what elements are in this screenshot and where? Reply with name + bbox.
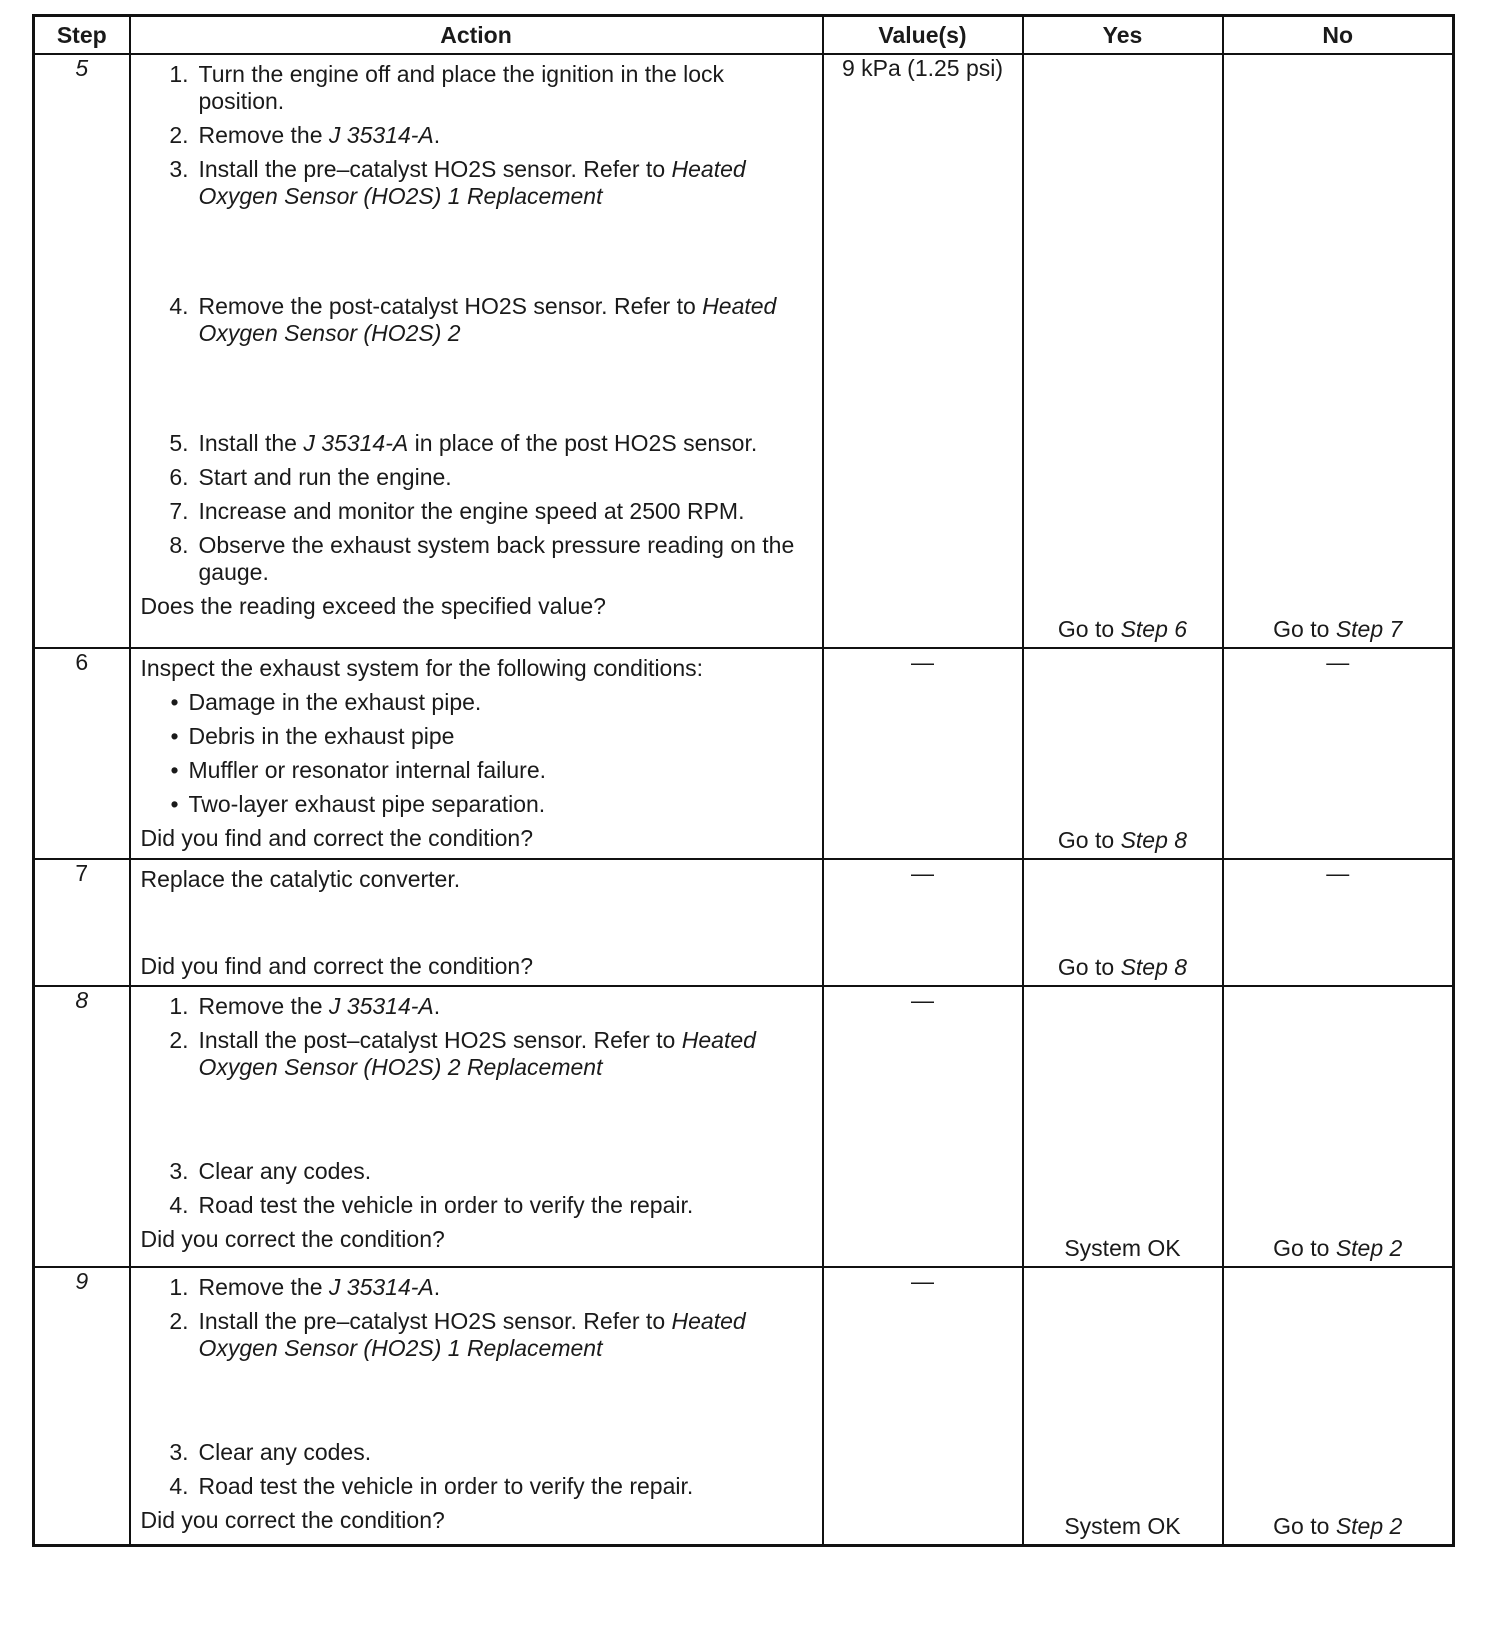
step-number: 5 bbox=[34, 54, 130, 648]
procedure-reference: Heated Oxygen Sensor (HO2S) 2 bbox=[198, 293, 777, 346]
tool-reference: J 35314-A bbox=[328, 993, 434, 1019]
value-cell: — bbox=[823, 986, 1023, 1267]
header-action: Action bbox=[130, 16, 823, 55]
yes-result: Go to Step 8 bbox=[1057, 954, 1188, 980]
bullet-item: • Two-layer exhaust pipe separation. bbox=[170, 791, 546, 817]
tool-reference: J 35314-A bbox=[328, 1274, 434, 1300]
no-cell bbox=[1223, 54, 1454, 648]
yes-result: Go to Step 6 bbox=[1057, 616, 1188, 642]
action-cell bbox=[130, 986, 823, 1267]
table-row-step-5 bbox=[34, 54, 1454, 648]
yes-cell bbox=[1023, 54, 1223, 648]
step-number: 9 bbox=[34, 1267, 130, 1545]
list-item: 2. Remove the J 35314-A. bbox=[169, 122, 441, 148]
no-cell bbox=[1223, 986, 1454, 1267]
yes-cell bbox=[1023, 1267, 1223, 1545]
yes-result: Go to Step 8 bbox=[1057, 827, 1188, 853]
procedure-reference: Heated Oxygen Sensor (HO2S) 2 Replacement bbox=[198, 1027, 756, 1080]
procedure-reference: Heated Oxygen Sensor (HO2S) 1 Replacement bbox=[198, 156, 746, 209]
no-result: Go to Step 7 bbox=[1273, 616, 1403, 642]
list-item: 3. Clear any codes. bbox=[169, 1439, 372, 1465]
intro-text: Inspect the exhaust system for the following conditions: bbox=[140, 655, 704, 681]
yes-cell bbox=[1023, 986, 1223, 1267]
bullet-item: • Debris in the exhaust pipe bbox=[170, 723, 455, 749]
bullet-item: • Muffler or resonator internal failure. bbox=[170, 757, 547, 783]
question-text: Did you correct the condition? bbox=[140, 1226, 445, 1252]
value-cell: — bbox=[823, 1267, 1023, 1545]
question-text: Did you find and correct the condition? bbox=[140, 825, 534, 851]
question-text: Does the reading exceed the specified value? bbox=[140, 593, 606, 619]
no-result: Go to Step 2 bbox=[1273, 1512, 1403, 1539]
no-cell: — bbox=[1223, 648, 1454, 859]
table-row-step-6 bbox=[34, 648, 1454, 859]
list-item: 4. Road test the vehicle in order to verify the repair. bbox=[169, 1192, 694, 1218]
diagnostic-table bbox=[32, 14, 1455, 1547]
step-number: 6 bbox=[34, 648, 130, 859]
no-cell bbox=[1223, 1267, 1454, 1545]
value-cell: 9 kPa (1.25 psi) bbox=[823, 54, 1023, 648]
procedure-reference: Heated Oxygen Sensor (HO2S) 1 Replacement bbox=[198, 1308, 746, 1361]
no-cell: — bbox=[1223, 859, 1454, 986]
tool-reference: J 35314-A bbox=[303, 430, 409, 456]
list-item: 1. Turn the engine off and place the ignition in the lock position. bbox=[169, 61, 725, 114]
intro-text: Replace the catalytic converter. bbox=[140, 866, 461, 892]
value-cell: — bbox=[823, 648, 1023, 859]
header-values: Value(s) bbox=[823, 16, 1023, 55]
no-result: Go to Step 2 bbox=[1273, 1235, 1403, 1261]
list-item: 4. Road test the vehicle in order to verify the repair. bbox=[169, 1473, 694, 1499]
action-cell bbox=[130, 648, 823, 859]
list-item: 2. Install the post–catalyst HO2S sensor. Refer to Heated Oxygen Sensor (HO2S) 2 Replacement bbox=[169, 1027, 756, 1080]
list-item: 3. Install the pre–catalyst HO2S sensor. Refer to Heated Oxygen Sensor (HO2S) 1 Replacement bbox=[169, 156, 746, 209]
list-item: 1. Remove the J 35314-A. bbox=[169, 1274, 441, 1300]
header-yes: Yes bbox=[1023, 16, 1223, 55]
value-cell: — bbox=[823, 859, 1023, 986]
action-cell bbox=[130, 859, 823, 986]
table-row-step-7 bbox=[34, 859, 1454, 986]
list-item: 4. Remove the post-catalyst HO2S sensor. Refer to Heated Oxygen Sensor (HO2S) 2 bbox=[169, 293, 777, 346]
list-item: 7. Increase and monitor the engine speed at 2500 RPM. bbox=[169, 498, 745, 524]
action-cell bbox=[130, 1267, 823, 1545]
header-row bbox=[34, 16, 1454, 55]
action-cell bbox=[130, 54, 823, 648]
header-step: Step bbox=[34, 16, 130, 55]
bullet-item: • Damage in the exhaust pipe. bbox=[170, 689, 482, 715]
yes-cell bbox=[1023, 859, 1223, 986]
list-item: 6. Start and run the engine. bbox=[169, 464, 452, 490]
list-item: 3. Clear any codes. bbox=[169, 1158, 372, 1184]
yes-cell bbox=[1023, 648, 1223, 859]
yes-result: System OK bbox=[1064, 1235, 1181, 1261]
question-text: Did you correct the condition? bbox=[140, 1507, 445, 1533]
tool-reference: J 35314-A bbox=[328, 122, 434, 148]
question-text: Did you find and correct the condition? bbox=[140, 953, 534, 979]
header-no: No bbox=[1223, 16, 1454, 55]
list-item: 8. Observe the exhaust system back pressure reading on the gauge. bbox=[169, 532, 795, 585]
yes-result: System OK bbox=[1064, 1512, 1181, 1539]
table-row-step-8 bbox=[34, 986, 1454, 1267]
list-item: 5. Install the J 35314-A in place of the post HO2S sensor. bbox=[169, 430, 758, 456]
table-row-step-9 bbox=[34, 1267, 1454, 1545]
list-item: 2. Install the pre–catalyst HO2S sensor. Refer to Heated Oxygen Sensor (HO2S) 1 Replacement bbox=[169, 1308, 746, 1361]
step-number: 8 bbox=[34, 986, 130, 1267]
list-item: 1. Remove the J 35314-A. bbox=[169, 993, 441, 1019]
step-number: 7 bbox=[34, 859, 130, 986]
